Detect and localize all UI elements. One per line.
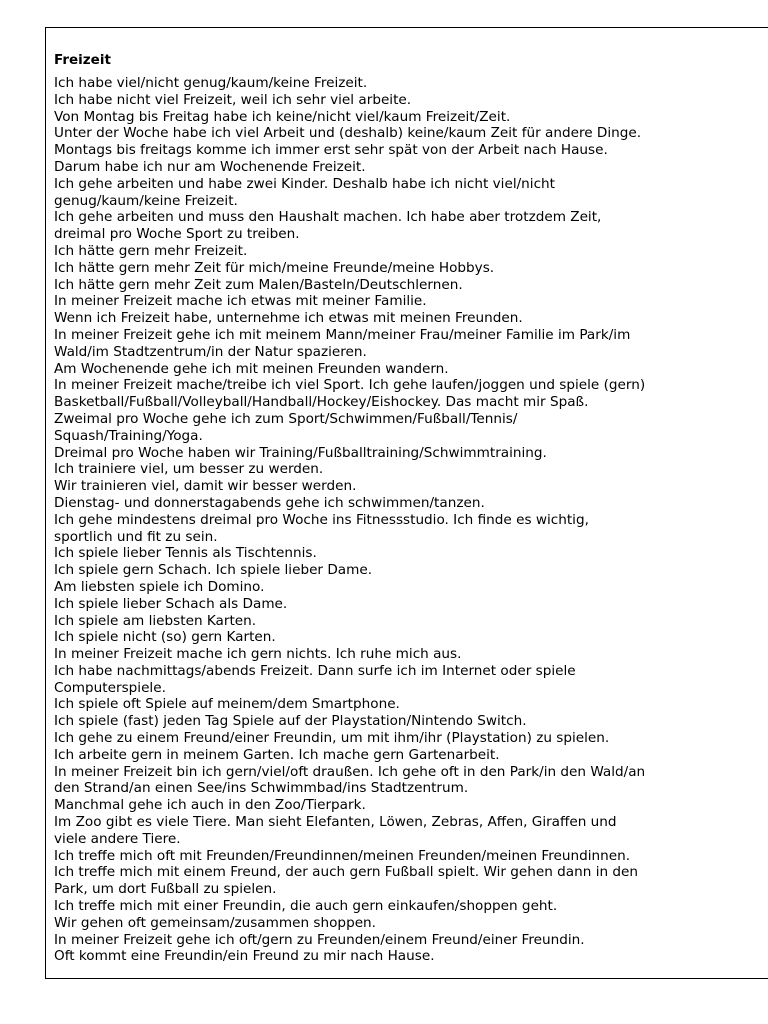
text-line: Ich trainiere viel, um besser zu werden. [54,461,324,478]
text-line: dreimal pro Woche Sport zu treiben. [54,226,300,243]
text-line: genug/kaum/keine Freizeit. [54,192,238,209]
document-page [45,27,768,979]
text-line: Am Wochenende gehe ich mit meinen Freunden wandern. [54,360,449,377]
text-line: In meiner Freizeit gehe ich mit meinem Mann/meiner Frau/meiner Familie im Park/im [54,326,631,343]
text-line: Wir gehen oft gemeinsam/zusammen shoppen. [54,914,376,931]
text-line: Ich gehe arbeiten und muss den Haushalt machen. Ich habe aber trotzdem Zeit, [54,209,602,226]
text-line: Montags bis freitags komme ich immer erst sehr spät von der Arbeit nach Hause. [54,142,608,159]
text-line: Wenn ich Freizeit habe, unternehme ich etwas mit meinen Freunden. [54,310,523,327]
text-line: Im Zoo gibt es viele Tiere. Man sieht Elefanten, Löwen, Zebras, Affen, Giraffen und [54,814,617,831]
text-line: Ich gehe arbeiten und habe zwei Kinder. Deshalb habe ich nicht viel/nicht [54,175,555,192]
document-title: Freizeit [54,52,111,68]
text-line: Ich gehe mindestens dreimal pro Woche ins Fitnessstudio. Ich finde es wichtig, [54,511,589,528]
text-line: Ich habe viel/nicht genug/kaum/keine Freizeit. [54,75,368,91]
text-line: Ich spiele lieber Tennis als Tischtennis. [54,545,317,562]
text-line: In meiner Freizeit mache/treibe ich viel Sport. Ich gehe laufen/joggen und spiele (gern) [54,377,646,394]
text-line: In meiner Freizeit mache ich etwas mit meiner Familie. [54,293,427,310]
text-line: Ich treffe mich mit einem Freund, der auch gern Fußball spielt. Wir gehen dann in den [54,864,639,881]
text-line: Ich spiele oft Spiele auf meinem/dem Smartphone. [54,696,400,713]
text-line: Squash/Training/Yoga. [54,427,203,444]
text-line: sportlich und fit zu sein. [54,528,218,545]
text-line: Dreimal pro Woche haben wir Training/Fußballtraining/Schwimmtraining. [54,444,547,461]
text-line: Wir trainieren viel, damit wir besser werden. [54,478,357,495]
text-line: Ich habe nachmittags/abends Freizeit. Dann surfe ich im Internet oder spiele [54,662,576,679]
text-line: Zweimal pro Woche gehe ich zum Sport/Schwimmen/Fußball/Tennis/ [54,410,518,427]
text-line: Am liebsten spiele ich Domino. [54,578,265,595]
text-body [54,75,762,965]
text-line: Wald/im Stadtzentrum/in der Natur spazieren. [54,343,367,360]
text-line: Ich gehe zu einem Freund/einer Freundin, um mit ihm/ihr (Playstation) zu spielen. [54,730,610,747]
text-line: Unter der Woche habe ich viel Arbeit und (deshalb) keine/kaum Zeit für andere Dinge. [54,125,642,142]
text-line: Ich spiele lieber Schach als Dame. [54,595,288,612]
text-line: Manchmal gehe ich auch in den Zoo/Tierpark. [54,797,366,814]
text-line: Basketball/Fußball/Volleyball/Handball/Hockey/Eishockey. Das macht mir Spaß. [54,394,589,411]
text-line: In meiner Freizeit bin ich gern/viel/oft draußen. Ich gehe oft in den Park/in den Wald/an [54,763,646,780]
text-line: Ich spiele (fast) jeden Tag Spiele auf der Playstation/Nintendo Switch. [54,713,527,730]
text-line: Oft kommt eine Freundin/ein Freund zu mir nach Hause. [54,948,435,965]
document-content [54,50,762,965]
text-line: Park, um dort Fußball zu spielen. [54,881,277,898]
text-line: In meiner Freizeit gehe ich oft/gern zu Freunden/einem Freund/einer Freundin. [54,931,585,948]
text-line: In meiner Freizeit mache ich gern nichts. Ich ruhe mich aus. [54,646,462,663]
text-line: Ich spiele gern Schach. Ich spiele lieber Dame. [54,562,373,579]
text-line: Ich spiele am liebsten Karten. [54,612,257,629]
text-line: Ich hätte gern mehr Zeit zum Malen/Basteln/Deutschlernen. [54,276,463,293]
text-line: Ich spiele nicht (so) gern Karten. [54,629,276,646]
text-line: Von Montag bis Freitag habe ich keine/nicht viel/kaum Freizeit/Zeit. [54,108,511,125]
text-line: Ich treffe mich oft mit Freunden/Freundinnen/meinen Freunden/meinen Freundinnen. [54,847,631,864]
text-line: Ich treffe mich mit einer Freundin, die auch gern einkaufen/shoppen geht. [54,898,558,915]
text-line: Ich habe nicht viel Freizeit, weil ich sehr viel arbeite. [54,91,412,108]
text-line: Darum habe ich nur am Wochenende Freizeit. [54,158,366,175]
text-line: Ich hätte gern mehr Zeit für mich/meine Freunde/meine Hobbys. [54,259,495,276]
text-line: Computerspiele. [54,679,166,696]
text-line: Ich hätte gern mehr Freizeit. [54,242,248,259]
text-line: viele andere Tiere. [54,830,181,847]
text-line: Dienstag- und donnerstagabends gehe ich schwimmen/tanzen. [54,494,485,511]
text-line: Ich arbeite gern in meinem Garten. Ich mache gern Gartenarbeit. [54,746,500,763]
text-line: den Strand/an einen See/ins Schwimmbad/ins Stadtzentrum. [54,780,469,797]
